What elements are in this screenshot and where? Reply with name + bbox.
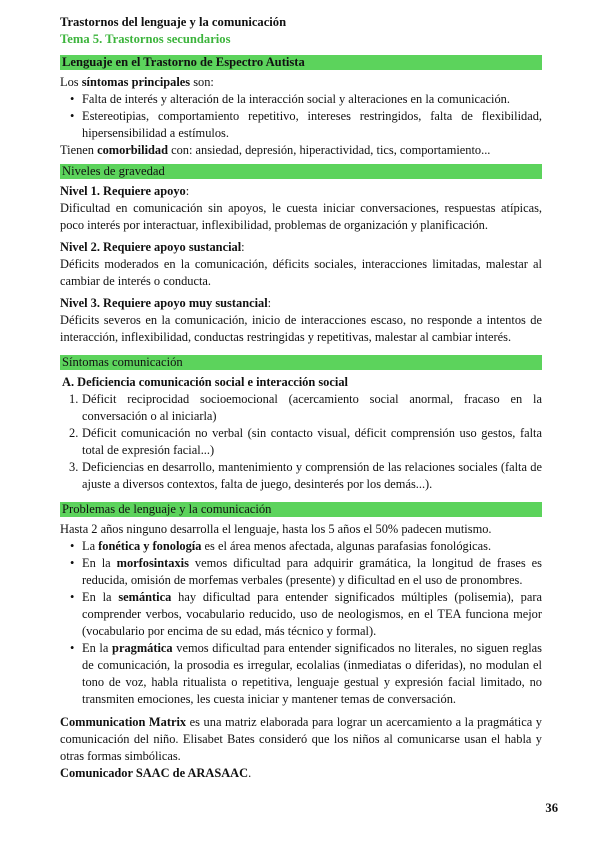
section-heading-severity: Niveles de gravedad — [60, 164, 542, 179]
section-heading-symptoms: Síntomas comunicación — [60, 355, 542, 370]
page-number: 36 — [545, 801, 558, 815]
section-heading-tea: Lenguaje en el Trastorno de Espectro Autista — [60, 55, 542, 70]
severity-level: Nivel 1. Requiere apoyo: Dificultad en comunicación sin apoyos, le cuesta iniciar conversaciones, respuestas atípicas, poco interés por interactuar, inflexibilidad, problemas de organización y planificación. — [60, 184, 542, 232]
communication-matrix-paragraph: Communication Matrix es una matriz elaborada para lograr un acercamiento a la pragmática y comunicación del niño. Elisabet Bates consideró que los niños al comunicarse usan el habla y otras formas simbólicas. — [60, 715, 542, 763]
level-title: Nivel 3. Requiere apoyo muy sustancial — [60, 296, 268, 310]
severity-level: Nivel 3. Requiere apoyo muy sustancial: Déficits severos en la comunicación, inicio de interacciones escaso, no responde a intentos de interacción, inflexibilidad, conductas restringidas y repetitivas, malestar al cambiar interés. — [60, 296, 542, 344]
level-title: Nivel 1. Requiere apoyo — [60, 184, 186, 198]
list-item: • Falta de interés y alteración de la interacción social y alteraciones en la comunicación. — [82, 91, 542, 108]
comorbidity-line: Tienen comorbilidad con: ansiedad, depresión, hiperactividad, tics, comportamiento... — [60, 143, 491, 157]
list-item: 2. Déficit comunicación no verbal (sin contacto visual, déficit comprensión uso gestos, falta total de expresión facial...) — [69, 426, 542, 457]
severity-level: Nivel 2. Requiere apoyo sustancial: Déficits moderados en la comunicación, déficits sociales, interacciones limitadas, malestar al cambiar de interés o conducta. — [60, 240, 542, 288]
level-description: Déficits severos en la comunicación, inicio de interacciones escaso, no responde a intentos de interacción, inflexibilidad, conductas restringidas y repetitivas, malestar al cambiar interés. — [60, 313, 542, 344]
section-heading-problems: Problemas de lenguaje y la comunicación — [60, 502, 542, 517]
saac-line: Comunicador SAAC de ARASAAC. — [60, 766, 252, 780]
topic-title: Tema 5. Trastornos secundarios — [60, 32, 231, 46]
list-item: • En la semántica hay dificultad para entender significados múltiples (polisemia), para comprender verbos, vocabulario reducido, uso de neologismos, en el TEA funciona mejor (vocabulario por encima de su edad, más técnico y formal). — [82, 589, 542, 640]
problems-intro: Hasta 2 años ninguno desarrolla el lenguaje, hasta los 5 años el 50% padecen mutismo. — [60, 522, 492, 536]
main-symptoms-list — [60, 91, 542, 142]
list-item: • La fonética y fonología es el área menos afectada, algunas parafasias fonológicas. — [82, 538, 542, 555]
list-item: • Estereotipias, comportamiento repetitivo, intereses restringidos, falta de flexibilidad, hipersensibilidad a estímulos. — [82, 108, 542, 142]
document-page — [60, 14, 542, 782]
main-symptoms-intro: Los síntomas principales son: — [60, 75, 214, 89]
list-item: • En la pragmática vemos dificultad para entender significados no literales, no siguen reglas de comunicación, la prosodia es irregular, ecolalias (inmediatas o diferidas), no modulan el tono de voz, habla ritualista o repetitiva, lenguaje gestual y expresión facial limitado, no transmiten emociones, les cuesta iniciar y mantener temas de conversación. — [82, 640, 542, 708]
problems-list — [60, 538, 542, 708]
list-item: • En la morfosintaxis vemos dificultad para adquirir gramática, la longitud de frases es reducida, omisión de morfemas verbales (presente) y dificultad en el uso de pronombres. — [82, 555, 542, 589]
level-title: Nivel 2. Requiere apoyo sustancial — [60, 240, 242, 254]
document-title: Trastornos del lenguaje y la comunicación — [60, 15, 287, 29]
list-item: 3. Deficiencias en desarrollo, mantenimiento y comprensión de las relaciones sociales (falta de ajuste a diversos contextos, falta de juego, desinterés por los demás...). — [69, 460, 542, 491]
list-item: 1. Déficit reciprocidad socioemocional (acercamiento social anormal, fracaso en la conversación o al iniciarla) — [69, 392, 542, 423]
level-description: Dificultad en comunicación sin apoyos, le cuesta iniciar conversaciones, respuestas atípicas, poco interés por interactuar, inflexibilidad, problemas de organización y planificación. — [60, 201, 542, 232]
level-description: Déficits moderados en la comunicación, déficits sociales, interacciones limitadas, malestar al cambiar de interés o conducta. — [60, 257, 542, 288]
symptoms-list — [60, 391, 542, 493]
subsection-heading: A. Deficiencia comunicación social e interacción social — [62, 375, 348, 389]
